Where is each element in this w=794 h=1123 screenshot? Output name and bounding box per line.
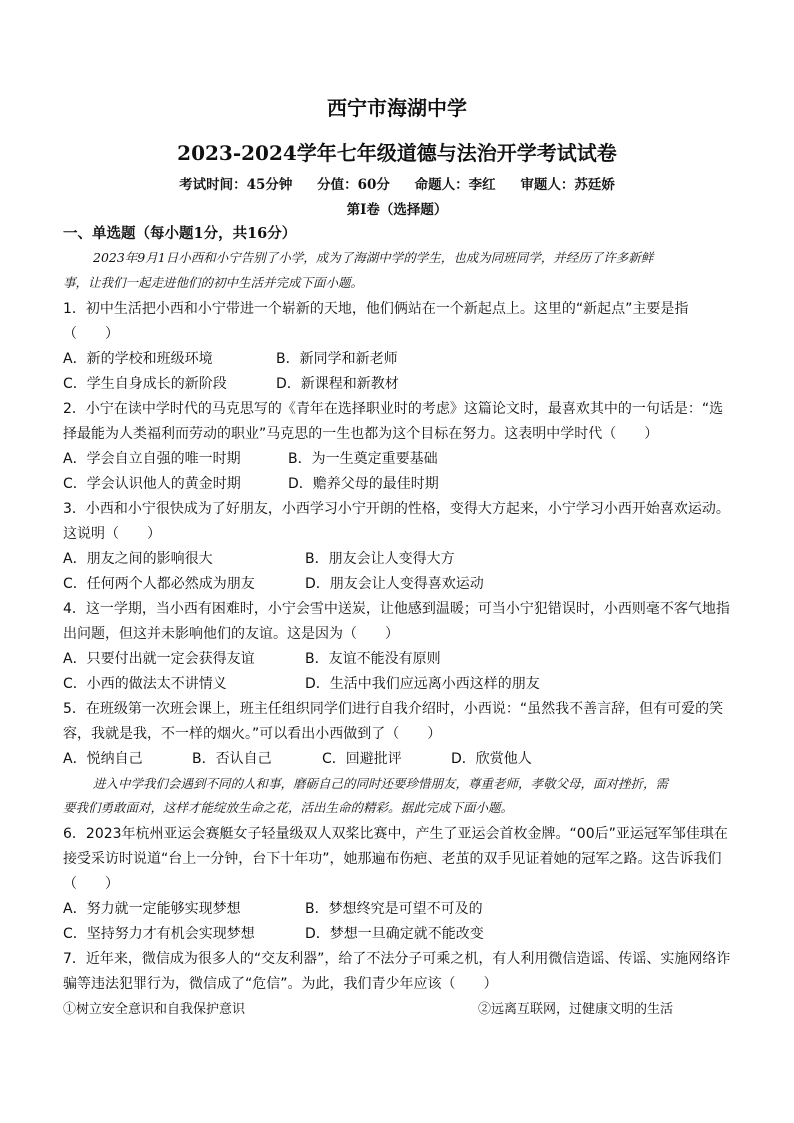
q2-option-b: B．为一生奠定重要基础 <box>288 451 438 467</box>
exam-score: 分值：60分 <box>317 177 390 193</box>
q5-option-c: C．回避批评 <box>322 751 402 767</box>
q6-option-c: C．坚持努力才有机会实现梦想 <box>63 926 255 942</box>
q2-option-c: C．学会认识他人的黄金时期 <box>63 476 241 492</box>
volume-heading: 第Ⅰ卷（选择题） <box>346 202 448 218</box>
question-6-stem-cont: （ ） <box>63 876 119 892</box>
exam-time: 考试时间：45分钟 <box>179 177 293 193</box>
question-3-stem: 3．小西和小宁很快成为了好朋友，小西学习小宁开朗的性格，变得大方起来，小宁学习小西开始喜欢运动。 <box>63 501 730 517</box>
q3-option-a: A．朋友之间的影响很大 <box>63 551 213 567</box>
intro-paragraph-line: 进入中学我们会遇到不同的人和事，磨砺自己的同时还要珍惜朋友，尊重老师，孝敬父母，面对挫折，需 <box>93 776 669 791</box>
q1-option-d: D．新课程和新教材 <box>276 376 399 392</box>
question-7-stem: 7．近年来，微信成为很多人的“交友利器”，给了不法分子可乘之机，有人利用微信造谣、传谣、实施网络诈 <box>63 951 731 967</box>
question-7-stem-cont: 骗等违法犯罪行为，微信成了“危信”。为此，我们青少年应该（ ） <box>63 976 498 992</box>
section-heading: 一、单选题（每小题1分，共16分） <box>63 225 297 242</box>
q5-option-a: A．悦纳自己 <box>63 751 143 767</box>
q7-statement-1: ①树立安全意识和自我保护意识 <box>63 1002 246 1017</box>
q2-option-a: A．学会自立自强的唯一时期 <box>63 451 241 467</box>
question-5-stem-cont: 容，我就是我，不一样的烟火。”可以看出小西做到了（ ） <box>63 726 442 742</box>
q6-option-d: D．梦想一旦确定就不能改变 <box>305 926 484 942</box>
q4-option-a: A．只要付出就一定会获得友谊 <box>63 651 255 667</box>
q3-option-d: D．朋友会让人变得喜欢运动 <box>305 576 484 592</box>
q5-option-b: B．否认自己 <box>192 751 272 767</box>
intro-paragraph-line: 要我们勇敢面对，这样才能绽放生命之花，活出生命的精彩。据此完成下面小题。 <box>63 800 514 815</box>
q1-option-b: B．新同学和新老师 <box>276 351 398 367</box>
question-3-stem-cont: 这说明（ ） <box>63 526 161 542</box>
question-5-stem: 5．在班级第一次班会课上，班主任组织同学们进行自我介绍时，小西说：“虽然我不善言辞，但有可爱的笑 <box>63 701 724 717</box>
question-4-stem-cont: 出问题，但这并未影响他们的友谊。这是因为（ ） <box>63 626 399 642</box>
q4-option-b: B．友谊不能没有原则 <box>305 651 441 667</box>
question-1-stem: 1．初中生活把小西和小宁带进一个崭新的天地，他们俩站在一个新起点上。这里的“新起点”主要是指 <box>63 301 689 317</box>
exam-reviewer: 审题人：苏廷娇 <box>520 177 615 193</box>
intro-paragraph-line: 事，让我们一起走进他们的初中生活并完成下面小题。 <box>63 275 364 290</box>
question-2-stem: 2．小宁在读中学时代的马克思写的《青年在选择职业时的考虑》这篇论文时，最喜欢其中的一句话是：“选 <box>63 401 724 417</box>
q3-option-b: B．朋友会让人变得大方 <box>305 551 455 567</box>
q4-option-c: C．小西的做法太不讲情义 <box>63 676 227 692</box>
question-2-stem-cont: 择最能为人类福利而劳动的职业”马克思的一生也都为这个目标在努力。这表明中学时代（ ） <box>63 426 659 442</box>
q1-option-a: A．新的学校和班级环境 <box>63 351 213 367</box>
q4-option-d: D．生活中我们应远离小西这样的朋友 <box>305 676 540 692</box>
question-1-stem-cont: （ ） <box>63 326 119 342</box>
exam-title: 2023-2024学年七年级道德与法治开学考试试卷 <box>177 141 617 165</box>
q7-statement-2: ②远离互联网，过健康文明的生活 <box>478 1002 674 1017</box>
q6-option-a: A．努力就一定能够实现梦想 <box>63 901 241 917</box>
question-6-stem-cont: 接受采访时说道“台上一分钟，台下十年功”，她那遍布伤疤、老茧的双手见证着她的冠军之路。这告诉我们 <box>63 851 722 867</box>
school-name: 西宁市海湖中学 <box>327 96 467 120</box>
q3-option-c: C．任何两个人都必然成为朋友 <box>63 576 255 592</box>
exam-author: 命题人：李红 <box>414 177 496 193</box>
intro-paragraph-line: 2023年9月1日小西和小宁告别了小学，成为了海湖中学的学生，也成为同班同学，并经历了许多新鲜 <box>93 250 654 265</box>
q6-option-b: B．梦想终究是可望不可及的 <box>305 901 483 917</box>
q5-option-d: D．欣赏他人 <box>451 751 532 767</box>
q2-option-d: D．赡养父母的最佳时期 <box>288 476 439 492</box>
q1-option-c: C．学生自身成长的新阶段 <box>63 376 227 392</box>
question-4-stem: 4．这一学期，当小西有困难时，小宁会雪中送炭，让他感到温暖；可当小宁犯错误时，小西则毫不客气地指 <box>63 601 730 617</box>
question-6-stem: 6．2023年杭州亚运会赛艇女子轻量级双人双桨比赛中，产生了亚运会首枚金牌。“00后”亚运冠军邹佳琪在 <box>63 826 728 842</box>
exam-info <box>0 173 794 193</box>
